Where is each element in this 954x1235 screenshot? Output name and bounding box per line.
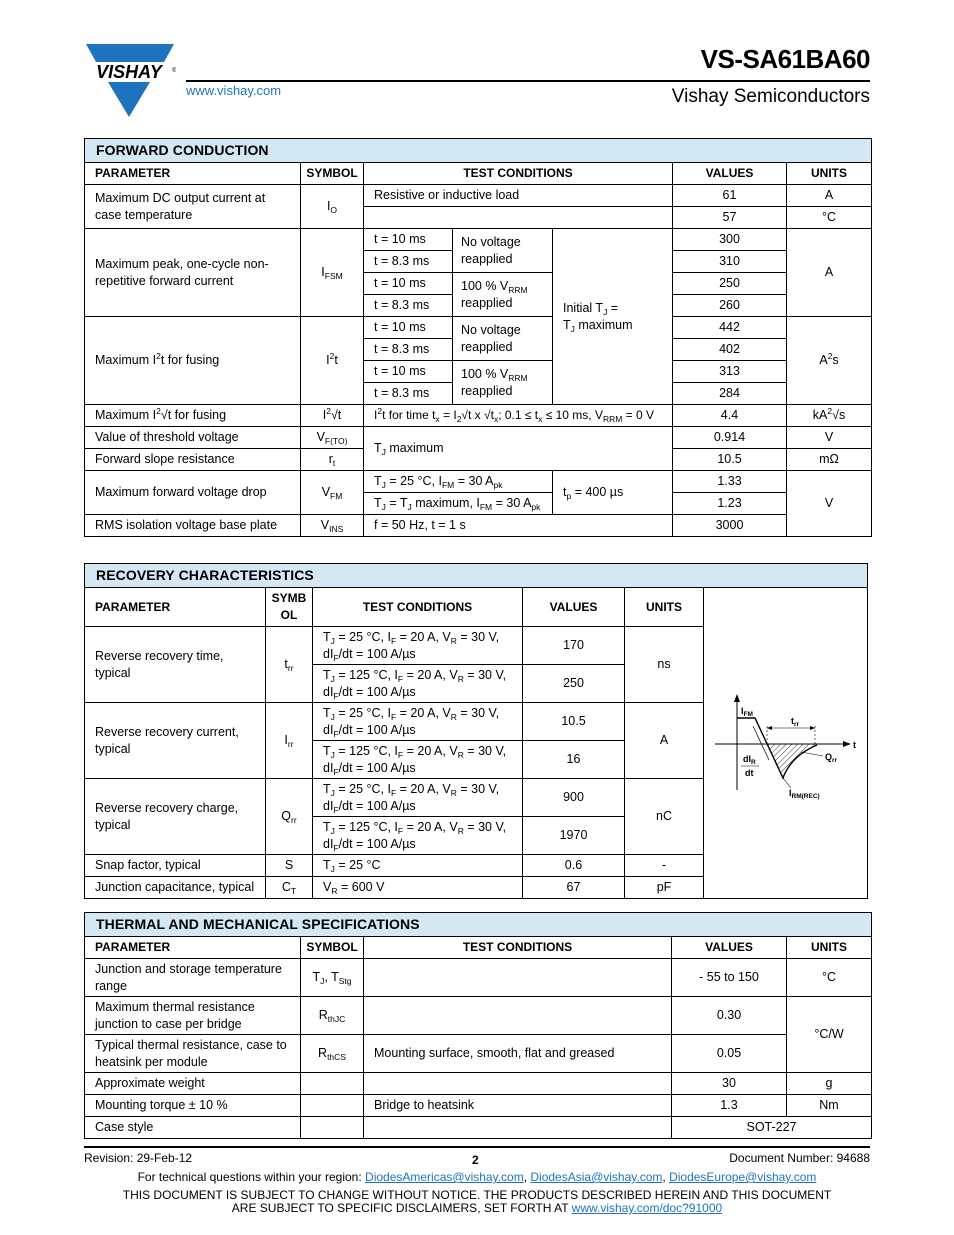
col-values: VALUES <box>672 937 787 959</box>
value-trr-1: 170 <box>523 627 625 665</box>
unit-ifsm: A <box>787 229 872 317</box>
unit-cj: pF <box>625 877 704 899</box>
unit-rt: mΩ <box>787 449 872 471</box>
col-symbol: SYMBOL <box>301 163 364 185</box>
contact-line: For technical questions within your region: DiodesAmericas@vishay.com, DiodesAsia@vishay.com, DiodesEurope@vishay.com <box>137 1170 817 1184</box>
cond-torque: Bridge to heatsink <box>364 1095 672 1117</box>
email-americas-link[interactable]: DiodesAmericas@vishay.com <box>365 1170 524 1184</box>
col-symbol: SYMB OL <box>266 588 313 627</box>
param-vins: RMS isolation voltage base plate <box>85 515 301 537</box>
cond-snap: $T_J = 25$ °C <box>313 855 523 877</box>
cond-tj <box>364 959 672 997</box>
value-trr-2: 250 <box>523 665 625 703</box>
cond-tp: $t_p = 400$ µs <box>553 471 673 515</box>
param-trr: Reverse recovery time, typical <box>85 627 266 703</box>
label-t: t <box>852 740 856 750</box>
unit-trr: ns <box>625 627 704 703</box>
col-units: UNITS <box>787 937 872 959</box>
col-values: VALUES <box>523 588 625 627</box>
cond-weight <box>364 1073 672 1095</box>
value-ifsm-4: 260 <box>673 295 787 317</box>
param-snap: Snap factor, typical <box>85 855 266 877</box>
value-vins: 3000 <box>673 515 787 537</box>
revision: Revision: 29-Feb-12 <box>84 1151 193 1165</box>
symbol-ifsm: $I_{FSM}$ <box>301 229 364 317</box>
value-io-2: 57 <box>673 207 787 229</box>
col-values: VALUES <box>673 163 787 185</box>
param-ifsm: Maximum peak, one-cycle non-repetitive forward current <box>85 229 301 317</box>
symbol-qrr: $Q_{rr}$ <box>266 779 313 855</box>
unit-vfm: V <box>787 471 872 537</box>
col-symbol: SYMBOL <box>301 937 364 959</box>
disclaimer-link[interactable]: www.vishay.com/doc?91000 <box>571 1201 723 1215</box>
website-link[interactable]: www.vishay.com <box>186 83 282 98</box>
param-vfm: Maximum forward voltage drop <box>85 471 301 515</box>
cond-qrr-125: $T_J = 125$ °C, $I_F = 20$ A, $V_R = 30$ V, $dI_F/dt = 100$ A/µs <box>313 817 523 855</box>
symbol-rt: $r_t$ <box>301 449 364 471</box>
param-rt: Forward slope resistance <box>85 449 301 471</box>
value-i2rt: 4.4 <box>673 405 787 427</box>
unit-snap: - <box>625 855 704 877</box>
col-parameter: PARAMETER <box>85 163 301 185</box>
thermal-mechanical-table <box>84 912 872 1139</box>
param-rthcs: Typical thermal resistance, case to heatsink per module <box>85 1035 301 1073</box>
email-europe-link[interactable]: DiodesEurope@vishay.com <box>669 1170 817 1184</box>
reverse-recovery-diagram <box>705 678 867 808</box>
cond-no-voltage: No voltage reapplied <box>453 229 553 273</box>
symbol-weight <box>301 1073 364 1095</box>
symbol-snap: S <box>266 855 313 877</box>
company-name: Vishay Semiconductors <box>671 86 870 107</box>
cond-trr-25: $T_J = 25$ °C, $I_F = 20$ A, $V_R = 30$ V, $dI_F/dt = 100$ A/µs <box>313 627 523 665</box>
value-irr-1: 10.5 <box>523 703 625 741</box>
cond-t83: t = 8.3 ms <box>364 383 453 405</box>
cond-vins: f = 50 Hz, t = 1 s <box>364 515 673 537</box>
cond-cj: $V_R = 600$ V <box>313 877 523 899</box>
value-ifsm-1: 300 <box>673 229 787 251</box>
symbol-rthjc: $R_{thJC}$ <box>301 997 364 1035</box>
symbol-case <box>301 1117 364 1139</box>
recovery-diagram-cell <box>704 588 868 899</box>
symbol-vfto: $V_{F(TO)}$ <box>301 427 364 449</box>
unit-rth: °C/W <box>787 997 872 1073</box>
param-tj: Junction and storage temperature range <box>85 959 301 997</box>
param-torque: Mounting torque ± 10 % <box>85 1095 301 1117</box>
cond-irr-125: $T_J = 125$ °C, $I_F = 20$ A, $V_R = 30$ V, $dI_F/dt = 100$ A/µs <box>313 741 523 779</box>
cond-t10: t = 10 ms <box>364 361 453 383</box>
value-rthjc: 0.30 <box>672 997 787 1035</box>
unit-tj: °C <box>787 959 872 997</box>
value-qrr-2: 1970 <box>523 817 625 855</box>
value-i2t-4: 284 <box>673 383 787 405</box>
cond-vfm-1: $T_J = 25$ °C, $I_{FM} = 30$ $A_{pk}$ <box>364 471 553 493</box>
cond-qrr-25: $T_J = 25$ °C, $I_F = 20$ A, $V_R = 30$ V, $dI_F/dt = 100$ A/µs <box>313 779 523 817</box>
label-ifm: $I_{FM}$ <box>740 706 753 718</box>
cond-rthjc <box>364 997 672 1035</box>
forward-conduction-table <box>84 138 872 537</box>
cond-i2rt: $I^2t$ for time $t_x = I_2√t$ x $√t_x$; $0.1 \le t_x \le 10$ ms, $V_{RRM} = 0$ V <box>364 405 673 427</box>
cond-t83: t = 8.3 ms <box>364 339 453 361</box>
param-io: Maximum DC output current at case temperature <box>85 185 301 229</box>
cond-io: Resistive or inductive load <box>364 185 673 207</box>
cond-rthcs: Mounting surface, smooth, flat and greased <box>364 1035 672 1073</box>
unit-i2rt: $kA^2√s$ <box>787 405 872 427</box>
unit-io-1: A <box>787 185 872 207</box>
cond-no-voltage: No voltage reapplied <box>453 317 553 361</box>
param-i2t: Maximum $I^2t$ for fusing <box>85 317 301 405</box>
vishay-logo <box>82 42 176 118</box>
param-vfto: Value of threshold voltage <box>85 427 301 449</box>
value-irr-2: 16 <box>523 741 625 779</box>
value-tj: - 55 to 150 <box>672 959 787 997</box>
disclaimer-line-1: THIS DOCUMENT IS SUBJECT TO CHANGE WITHOUT NOTICE. THE PRODUCTS DESCRIBED HEREIN AND THIS DOCUMENT <box>122 1188 832 1202</box>
value-io-1: 61 <box>673 185 787 207</box>
cond-tj-max: $T_J$ maximum <box>364 427 673 471</box>
unit-qrr: nC <box>625 779 704 855</box>
cond-trr-125: $T_J = 125$ °C, $I_F = 20$ A, $V_R = 30$ V, $dI_F/dt = 100$ A/µs <box>313 665 523 703</box>
disclaimer-line-2: ARE SUBJECT TO SPECIFIC DISCLAIMERS, SET FORTH AT www.vishay.com/doc?91000 <box>231 1201 723 1215</box>
cond-case <box>364 1117 672 1139</box>
param-i2rt: Maximum $I^2√t$ for fusing <box>85 405 301 427</box>
part-number: VS-SA61BA60 <box>700 44 870 74</box>
value-cj: 67 <box>523 877 625 899</box>
section-title: THERMAL AND MECHANICAL SPECIFICATIONS <box>85 913 872 937</box>
page-number: 2 <box>472 1153 479 1167</box>
symbol-tj: $T_J$, $T_{Stg}$ <box>301 959 364 997</box>
param-qrr: Reverse recovery charge, typical <box>85 779 266 855</box>
col-units: UNITS <box>625 588 704 627</box>
value-vfm-2: 1.23 <box>673 493 787 515</box>
cond-100-vrrm: 100 % $V_{RRM}$ reapplied <box>453 273 553 317</box>
cond-t10: t = 10 ms <box>364 273 453 295</box>
value-qrr-1: 900 <box>523 779 625 817</box>
col-parameter: PARAMETER <box>85 588 266 627</box>
symbol-i2t: $I^2t$ <box>301 317 364 405</box>
value-case: SOT-227 <box>672 1117 872 1139</box>
value-weight: 30 <box>672 1073 787 1095</box>
label-dir: $dI_R$ <box>742 754 756 766</box>
symbol-cj: $C_T$ <box>266 877 313 899</box>
unit-weight: g <box>787 1073 872 1095</box>
param-weight: Approximate weight <box>85 1073 301 1095</box>
symbol-rthcs: $R_{thCS}$ <box>301 1035 364 1073</box>
param-irr: Reverse recovery current, typical <box>85 703 266 779</box>
symbol-torque <box>301 1095 364 1117</box>
value-vfto: 0.914 <box>673 427 787 449</box>
symbol-i2rt: $I^2√t$ <box>301 405 364 427</box>
cond-vfm-2: $T_J = T_J$ maximum, $I_{FM} = 30$ $A_{pk}$ <box>364 493 553 515</box>
footer-rule <box>84 1146 870 1148</box>
label-dt: dt <box>744 768 753 778</box>
value-i2t-1: 442 <box>673 317 787 339</box>
value-vfm-1: 1.33 <box>673 471 787 493</box>
param-rthjc: Maximum thermal resistance junction to case per bridge <box>85 997 301 1035</box>
cond-100-vrrm: 100 % $V_{RRM}$ reapplied <box>453 361 553 405</box>
cond-t83: t = 8.3 ms <box>364 251 453 273</box>
value-ifsm-2: 310 <box>673 251 787 273</box>
col-test-conditions: TEST CONDITIONS <box>364 937 672 959</box>
recovery-characteristics-table <box>84 563 868 899</box>
section-title: RECOVERY CHARACTERISTICS <box>85 564 868 588</box>
col-test-conditions: TEST CONDITIONS <box>364 163 673 185</box>
cond-t10: t = 10 ms <box>364 229 453 251</box>
email-asia-link[interactable]: DiodesAsia@vishay.com <box>530 1170 663 1184</box>
value-torque: 1.3 <box>672 1095 787 1117</box>
param-cj: Junction capacitance, typical <box>85 877 266 899</box>
symbol-irr: $I_{rr}$ <box>266 703 313 779</box>
value-ifsm-3: 250 <box>673 273 787 295</box>
symbol-vins: $V_{INS}$ <box>301 515 364 537</box>
col-parameter: PARAMETER <box>85 937 301 959</box>
value-snap: 0.6 <box>523 855 625 877</box>
symbol-trr: $t_{rr}$ <box>266 627 313 703</box>
value-rthcs: 0.05 <box>672 1035 787 1073</box>
cond-irr-25: $T_J = 25$ °C, $I_F = 20$ A, $V_R = 30$ V, $dI_F/dt = 100$ A/µs <box>313 703 523 741</box>
unit-irr: A <box>625 703 704 779</box>
section-title: FORWARD CONDUCTION <box>85 139 872 163</box>
svg-text:VISHAY: VISHAY <box>96 62 162 82</box>
cond-t83: t = 8.3 ms <box>364 295 453 317</box>
value-i2t-3: 313 <box>673 361 787 383</box>
label-trr: $t_{rr}$ <box>790 716 799 728</box>
label-qrr: $Q_{rr}$ <box>824 752 837 764</box>
param-case: Case style <box>85 1117 301 1139</box>
unit-io-2: °C <box>787 207 872 229</box>
label-irm: $I_{RM(REC)}$ <box>788 788 820 800</box>
symbol-io: $I_O$ <box>301 185 364 229</box>
cond-io-blank <box>364 207 673 229</box>
cond-initial-tj: Initial $T_J$ = $T_J$ maximum <box>553 229 673 405</box>
col-units: UNITS <box>787 163 872 185</box>
value-i2t-2: 402 <box>673 339 787 361</box>
header-rule <box>186 80 870 82</box>
symbol-vfm: $V_{FM}$ <box>301 471 364 515</box>
unit-i2t: $A^2s$ <box>787 317 872 405</box>
cond-t10: t = 10 ms <box>364 317 453 339</box>
col-test-conditions: TEST CONDITIONS <box>313 588 523 627</box>
value-rt: 10.5 <box>673 449 787 471</box>
svg-text:®: ® <box>172 68 176 74</box>
unit-torque: Nm <box>787 1095 872 1117</box>
unit-vfto: V <box>787 427 872 449</box>
document-number: Document Number: 94688 <box>729 1151 870 1165</box>
